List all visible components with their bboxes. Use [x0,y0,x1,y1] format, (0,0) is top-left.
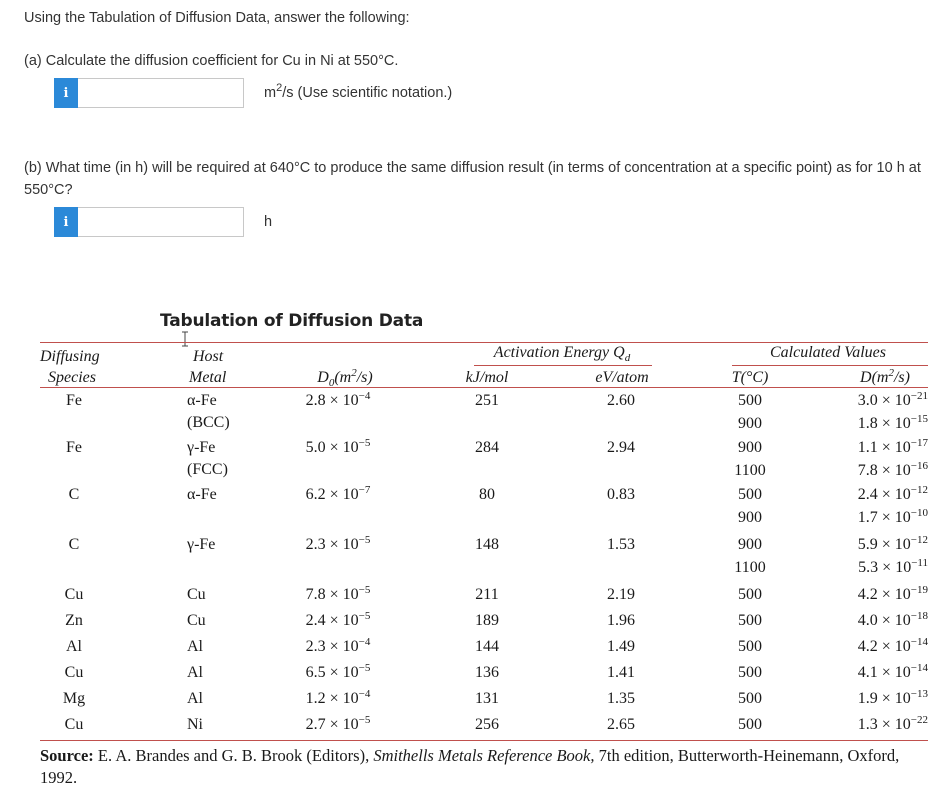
cell-d0: $1.2 \times 10^{-4}$ [305,688,371,707]
cell-host: γ-Fe [187,536,216,553]
cell-activation-ev: 1.96 [607,612,635,629]
header-diffusing: Diffusing [40,348,100,365]
header-metal: Metal [189,369,227,386]
cell-activation-ev: 2.60 [607,392,635,409]
cell-host: α-Fe [187,392,217,409]
cell-temperature: 500 [738,716,762,733]
cell-activation-kj: 144 [475,638,499,655]
cell-diffusion-coefficient: $5.3 \times 10^{-11}$ [858,557,928,576]
header-ev: eV/atom [595,369,649,386]
cell-activation-kj: 251 [475,392,499,409]
cell-temperature: 500 [738,586,762,603]
cell-activation-ev: 2.94 [607,439,635,456]
cell-host: Al [187,638,203,655]
cell-species: Al [66,638,82,655]
cell-activation-kj: 148 [475,536,499,553]
cell-activation-kj: 189 [475,612,499,629]
cell-activation-ev: 1.53 [607,536,635,553]
cell-diffusion-coefficient: $4.0 \times 10^{-18}$ [857,610,928,629]
table-title: Tabulation of Diffusion Data [160,311,424,331]
cell-diffusion-coefficient: $4.2 \times 10^{-14}$ [857,636,928,655]
cell-activation-kj: 131 [475,690,499,707]
cell-diffusion-coefficient: $4.2 \times 10^{-19}$ [857,584,928,603]
cell-host: Al [187,664,203,681]
cell-activation-kj: 80 [479,486,495,503]
cell-temperature: 500 [738,638,762,655]
cell-d0: $2.3 \times 10^{-4}$ [305,636,371,655]
header-d0: $D_0(m^2/s)$ [317,367,373,390]
info-icon[interactable]: i [54,207,78,237]
cell-temperature: 500 [738,690,762,707]
cell-species: C [68,486,80,503]
cell-temperature: 900 [738,536,762,553]
cell-d0: $6.2 \times 10^{-7}$ [305,484,371,503]
cell-activation-kj: 136 [475,664,499,681]
unit-b: h [264,214,273,230]
cell-host-structure: (BCC) [187,414,230,431]
cell-diffusion-coefficient: $1.8 \times 10^{-15}$ [857,413,928,432]
cell-temperature: 1100 [734,462,766,479]
cell-temperature: 1100 [734,559,766,576]
cell-activation-kj: 284 [475,439,499,456]
cell-temperature: 900 [738,509,762,526]
cell-d0: $5.0 \times 10^{-5}$ [305,437,371,456]
cell-temperature: 900 [738,415,762,432]
cell-diffusion-coefficient: $1.9 \times 10^{-13}$ [857,688,928,707]
cell-host: γ-Fe [187,439,216,456]
cell-species: Cu [64,664,84,681]
cell-diffusion-coefficient: $3.0 \times 10^{-21}$ [857,390,928,409]
cell-host: Cu [187,612,206,629]
cell-species: Fe [66,392,82,409]
question-b: (b) What time (in h) will be required at 640°C to produce the same diffusion result (in terms of concentration at a specific point) as for 10 h at 550°C? [24,160,921,198]
cell-temperature: 500 [738,612,762,629]
header-calculated-values: Calculated Values [770,344,886,361]
cell-activation-ev: 2.65 [607,716,635,733]
cell-d0: $2.8 \times 10^{-4}$ [305,390,371,409]
cell-diffusion-coefficient: $2.4 \times 10^{-12}$ [857,484,928,503]
cell-temperature: 500 [738,392,762,409]
cell-diffusion-coefficient: $5.9 \times 10^{-12}$ [857,534,928,553]
cell-diffusion-coefficient: $4.1 \times 10^{-14}$ [857,662,928,681]
intro-text: Using the Tabulation of Diffusion Data, answer the following: [24,10,410,26]
cell-species: Fe [66,439,82,456]
cell-diffusion-coefficient: $1.1 \times 10^{-17}$ [857,437,928,456]
cell-activation-ev: 0.83 [607,486,635,503]
table-bottom-rule [40,740,928,741]
cell-d0: $2.7 \times 10^{-5}$ [305,714,371,733]
cell-activation-ev: 1.41 [607,664,635,681]
cell-host: Al [187,690,203,707]
cell-host: Cu [187,586,206,603]
header-host: Host [193,348,224,365]
header-temperature: T(°C) [731,369,769,386]
header-species: Species [48,369,96,386]
cell-diffusion-coefficient: $1.7 \times 10^{-10}$ [857,507,928,526]
header-activation-energy: Activation Energy $Q_d$ [493,344,631,365]
info-icon[interactable]: i [54,78,78,108]
cell-temperature: 500 [738,486,762,503]
cell-activation-ev: 1.49 [607,638,635,655]
header-kj: kJ/mol [465,369,509,386]
cell-diffusion-coefficient: $7.8 \times 10^{-16}$ [857,460,928,479]
cell-activation-kj: 256 [475,716,499,733]
cell-temperature: 500 [738,664,762,681]
cell-species: C [68,536,80,553]
cell-d0: $7.8 \times 10^{-5}$ [305,584,371,603]
cell-temperature: 900 [738,439,762,456]
cell-species: Zn [65,612,83,629]
cell-species: Mg [62,690,86,707]
cell-host-structure: (FCC) [187,461,228,478]
question-a: (a) Calculate the diffusion coefficient for Cu in Ni at 550°C. [24,53,399,69]
unit-a: $m^2/s$ (Use scientific notation.) [264,82,453,101]
cell-d0: $2.4 \times 10^{-5}$ [305,610,371,629]
source-citation: Source: E. A. Brandes and G. B. Brook (Editors), Smithells Metals Reference Book, 7th edition, Butterworth-Heinemann, Oxford, 1992. [40,746,900,787]
header-bottom-rule [40,387,928,388]
cell-species: Cu [64,586,84,603]
cell-species: Cu [64,716,84,733]
cell-activation-ev: 1.35 [607,690,635,707]
cell-activation-ev: 2.19 [607,586,635,603]
cell-d0: $2.3 \times 10^{-5}$ [305,534,371,553]
cell-activation-kj: 211 [475,586,499,603]
cell-d0: $6.5 \times 10^{-5}$ [305,662,371,681]
calculated-rule [732,365,928,366]
cell-host: Ni [187,716,203,733]
cell-diffusion-coefficient: $1.3 \times 10^{-22}$ [857,714,928,733]
header-d: $D(m^2/s)$ [860,367,910,386]
cell-host: α-Fe [187,486,217,503]
